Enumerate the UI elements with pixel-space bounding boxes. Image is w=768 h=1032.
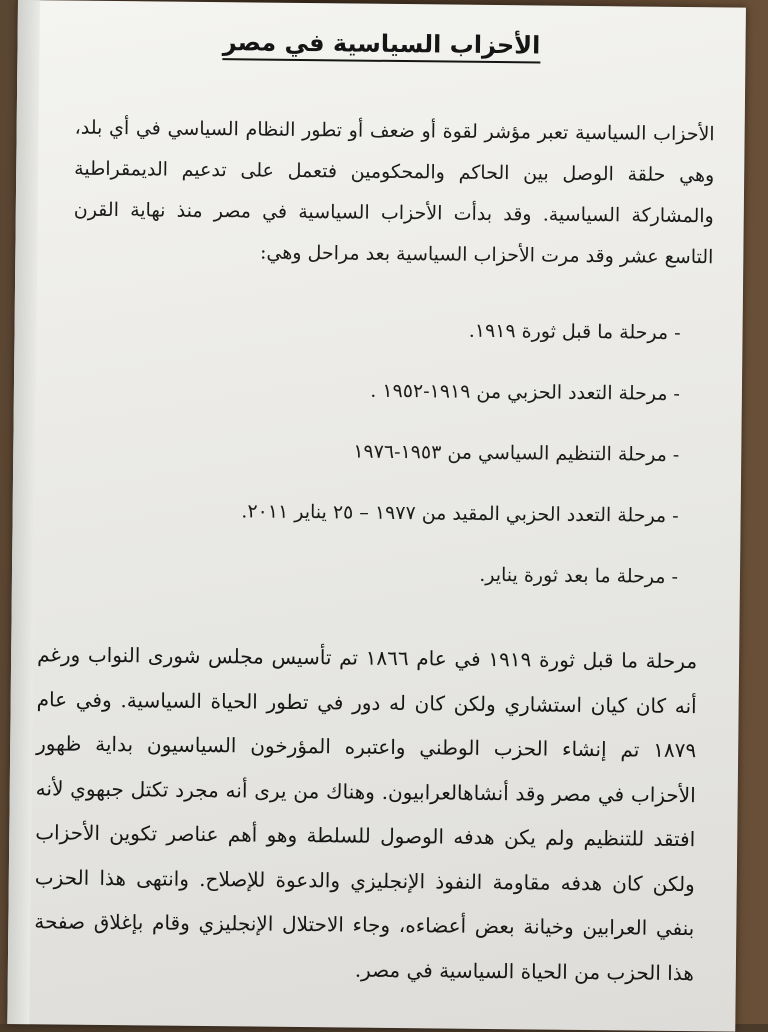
stage-item: - مرحلة التنظيم السياسي من ١٩٥٣-١٩٧٦: [353, 440, 680, 466]
stage-item: - مرحلة ما بعد ثورة يناير.: [479, 563, 679, 588]
intro-paragraph: الأحزاب السياسية تعبر مؤشر لقوة أو ضعف أو تطور النظام السياسي في أي بلد، وهي حلقة الوصل بين الحاكم والمحكومين فتعمل على تدعيم الديمقراطية والمشاركة السياسية. وقد بدأت الأحزاب السياسية في مصر منذ نهاية القرن التاسع عشر وقد مرت الأحزاب السياسية بعد مراحل وهي:: [73, 116, 715, 269]
document-page: [7, 0, 746, 1032]
page-title: [17, 26, 745, 62]
section-paragraph: مرحلة ما قبل ثورة ١٩١٩ في عام ١٨٦٦ تم تأسيس مجلس شورى النواب ورغم أنه كان كيان استشاري ولكن كان له دور في تطور الحياة السياسية. وفي عام ١٨٧٩ تم إنشاء الحزب الوطني واعتبره المؤرخون السياسيون بداية ظهور الأحزاب في مصر وقد أنشاهالعرابيون. وهناك من يرى أنه مجرد تكتل جبهوي لأنه افتقد للتنظيم ولم يكن هدفه الوصول للسلطة وهو أهم عناصر تكوين الأحزاب ولكن كان هدفه مقاومة النفوذ الإنجليزي والدعوة للإصلاح. وانتهى هذا الحزب بنفي العرابين وخيانة بعض أعضاءه، وجاء الاحتلال الإنجليزي وقام بإغلاق صفحة هذا الحزب من الحياة السياسية في مصر.: [34, 642, 698, 985]
stage-item: - مرحلة ما قبل ثورة ١٩١٩.: [468, 319, 681, 344]
stage-item: - مرحلة التعدد الحزبي المقيد من ١٩٧٧ – ٢٥ يناير ٢٠١١.: [241, 500, 679, 527]
stage-item: - مرحلة التعدد الحزبي من ١٩١٩-١٩٥٢ .: [370, 379, 681, 405]
page-title-text: الأحزاب السياسية في مصر: [223, 28, 541, 63]
stages-list: [58, 306, 681, 617]
